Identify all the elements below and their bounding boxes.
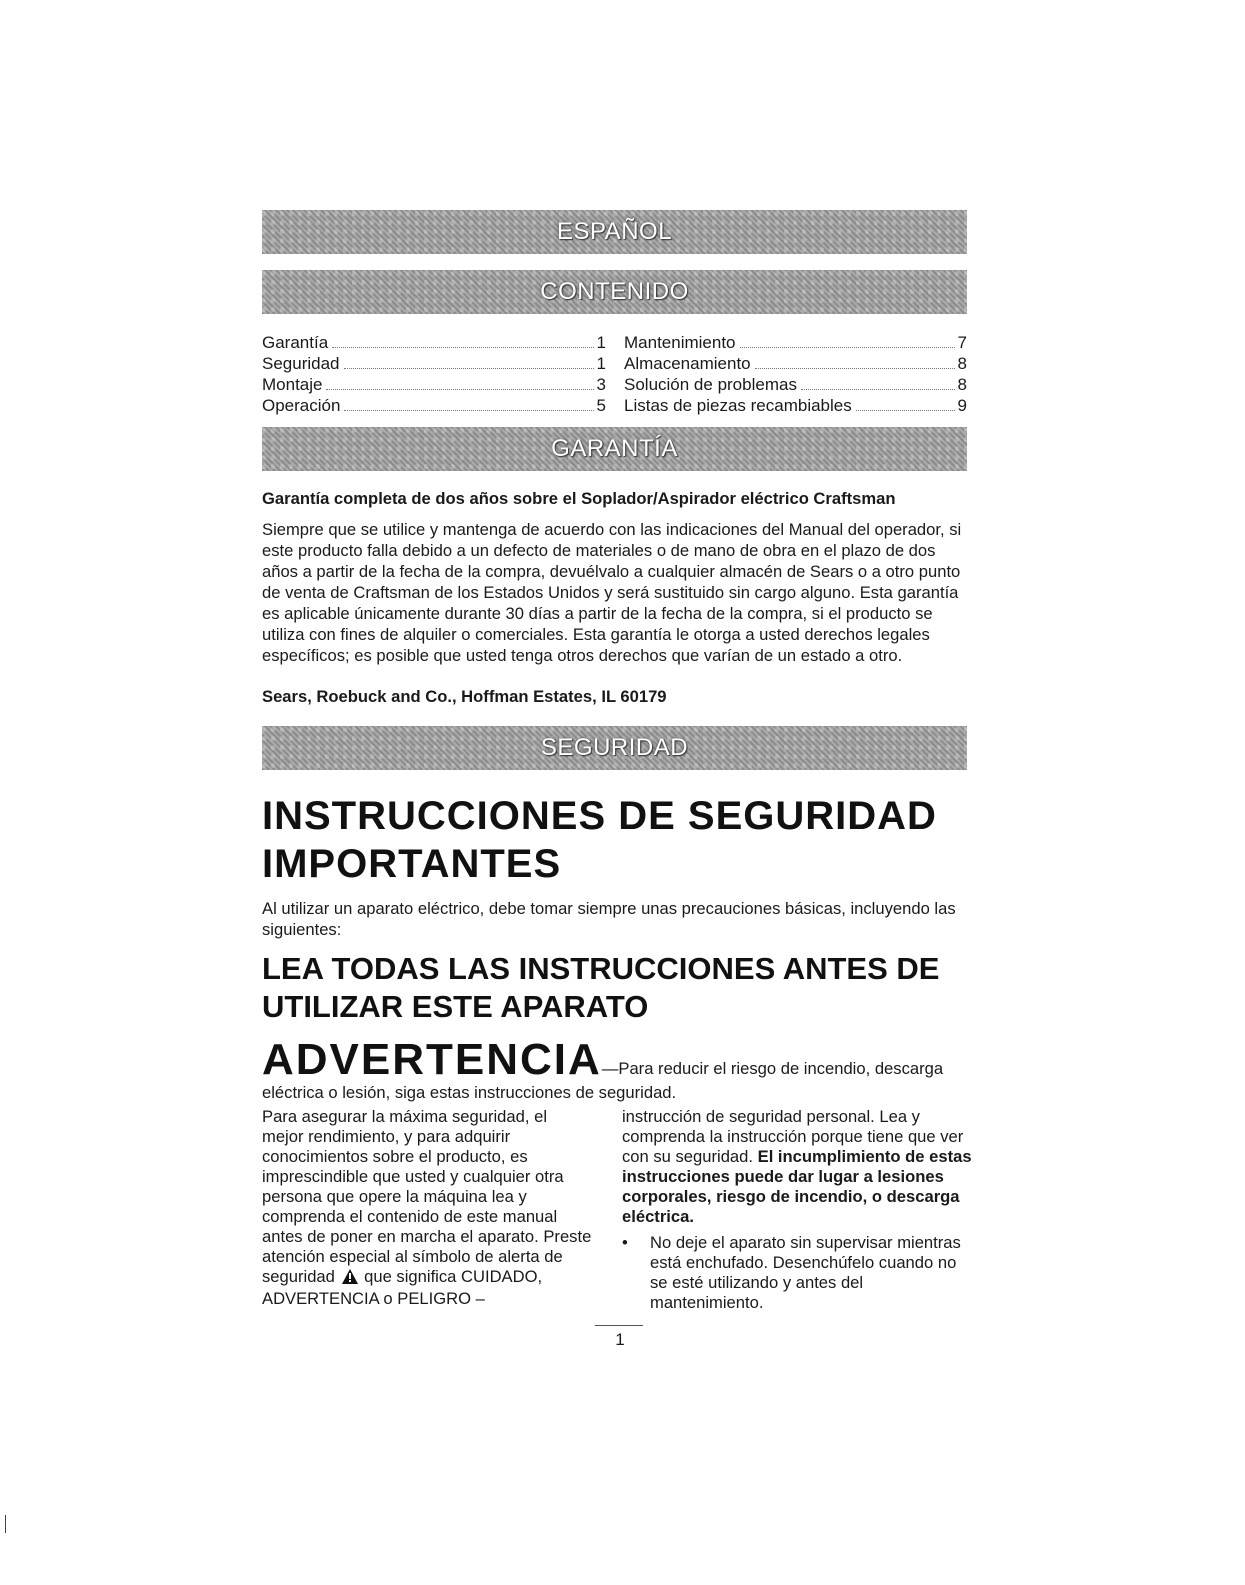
- list-item: [622, 1233, 972, 1313]
- toc-label: Garantía: [262, 333, 329, 352]
- toc-row: [262, 395, 606, 416]
- toc-page: 1: [596, 333, 606, 352]
- warning-word: ADVERTENCIA: [262, 1035, 602, 1084]
- toc-page: 8: [957, 375, 967, 394]
- toc-leader-dots: [856, 410, 955, 411]
- safety-column-right: [622, 1107, 972, 1313]
- toc-row: [624, 332, 967, 353]
- safety-left-text: Para asegurar la máxima seguridad, el mejor rendimiento, y para adquirir conocimientos sobre el producto, es imprescindible que usted y cualquier otra persona que opere la máquina lea y comprenda el contenido de este manual antes de poner en marcha el aparato. Preste atención especial al símbolo de alerta de seguridad: [262, 1107, 592, 1286]
- page-number-rule: [595, 1325, 643, 1326]
- toc-leader-dots: [326, 389, 593, 390]
- section-band-contenido: [262, 270, 967, 314]
- safety-column-left: [262, 1107, 592, 1309]
- section-title-seguridad: SEGURIDAD: [540, 734, 689, 761]
- toc-page: 7: [957, 333, 967, 352]
- warning-paragraph: [262, 1035, 972, 1104]
- toc-row: [262, 332, 606, 353]
- toc-label: Montaje: [262, 375, 323, 394]
- page-number: 1: [615, 1330, 625, 1349]
- warning-text: —Para reducir el riesgo de incendio, descarga eléctrica o lesión, siga estas instrucciones de seguridad.: [262, 1059, 944, 1102]
- toc-label: Seguridad: [262, 354, 340, 373]
- section-title-contenido: CONTENIDO: [540, 278, 689, 305]
- toc-page: 3: [596, 375, 606, 394]
- toc-label: Almacenamiento: [624, 354, 751, 373]
- toc-row: [624, 395, 967, 416]
- toc-row: [624, 353, 967, 374]
- toc-left-column: [262, 332, 606, 416]
- safety-right-bold-text: El incumplimiento de estas instrucciones puede dar lugar a lesiones corporales, riesgo de incendio, o descarga eléctrica.: [622, 1147, 972, 1226]
- section-band-garantia: [262, 427, 967, 471]
- section-band-espanol: [262, 210, 967, 254]
- toc-row: [262, 374, 606, 395]
- safety-intro: Al utilizar un aparato eléctrico, debe tomar siempre unas precauciones básicas, incluyendo las siguientes:: [262, 899, 956, 939]
- toc-label: Operación: [262, 396, 341, 415]
- toc-leader-dots: [740, 347, 955, 348]
- toc-label: Listas de piezas recambiables: [624, 396, 852, 415]
- scan-edge-mark: [5, 1515, 6, 1533]
- toc-page: 8: [957, 354, 967, 373]
- section-title-espanol: ESPAÑOL: [556, 218, 673, 245]
- warranty-title: Garantía completa de dos años sobre el Soplador/Aspirador eléctrico Craftsman: [262, 489, 896, 508]
- toc-row: [262, 353, 606, 374]
- read-all-heading: LEA TODAS LAS INSTRUCCIONES ANTES DE UTILIZAR ESTE APARATO: [262, 951, 940, 1024]
- safety-right-text: instrucción de seguridad personal. Lea y comprenda la instrucción porque tiene que ver con su seguridad.: [622, 1107, 964, 1166]
- toc-leader-dots: [344, 410, 593, 411]
- toc-page: 9: [957, 396, 967, 415]
- alert-symbol-icon: [342, 1269, 358, 1289]
- bullet-text: No deje el aparato sin supervisar mientras está enchufado. Desenchúfelo cuando no se esté utilizando y antes del mantenimiento.: [650, 1233, 961, 1312]
- toc-leader-dots: [344, 368, 594, 369]
- toc-label: Mantenimiento: [624, 333, 736, 352]
- toc-leader-dots: [801, 389, 955, 390]
- section-title-garantia: GARANTÍA: [551, 435, 678, 462]
- warranty-body: Siempre que se utilice y mantenga de acuerdo con las indicaciones del Manual del operador, si este producto falla debido a un defecto de materiales o de mano de obra en el plazo de dos años a partir de la fecha de la compra, devuélvalo a cualquier almacén de Sears o a otro punto de venta de Craftsman de los Estados Unidos y será sustituido sin cargo alguno. Esta garantía es aplicable únicamente durante 30 días a partir de la fecha de la compra, si el producto se utiliza con fines de alquiler o comerciales. Esta garantía le otorga a usted derechos legales específicos; es posible que usted tenga otros derechos que varían de un estado a otro.: [262, 520, 962, 665]
- toc-page: 5: [596, 396, 606, 415]
- toc-right-column: [624, 332, 967, 416]
- safety-heading: INSTRUCCIONES DE SEGURIDAD IMPORTANTES: [262, 794, 937, 886]
- warranty-address: Sears, Roebuck and Co., Hoffman Estates, IL 60179: [262, 687, 667, 706]
- toc-leader-dots: [755, 368, 955, 369]
- toc-leader-dots: [332, 347, 593, 348]
- toc-page: 1: [596, 354, 606, 373]
- bullet-icon: •: [622, 1233, 628, 1252]
- toc-label: Solución de problemas: [624, 375, 797, 394]
- safety-left-text-2: que significa CUIDADO, ADVERTENCIA o PELIGRO –: [262, 1267, 543, 1308]
- section-band-seguridad: [262, 726, 967, 770]
- toc-row: [624, 374, 967, 395]
